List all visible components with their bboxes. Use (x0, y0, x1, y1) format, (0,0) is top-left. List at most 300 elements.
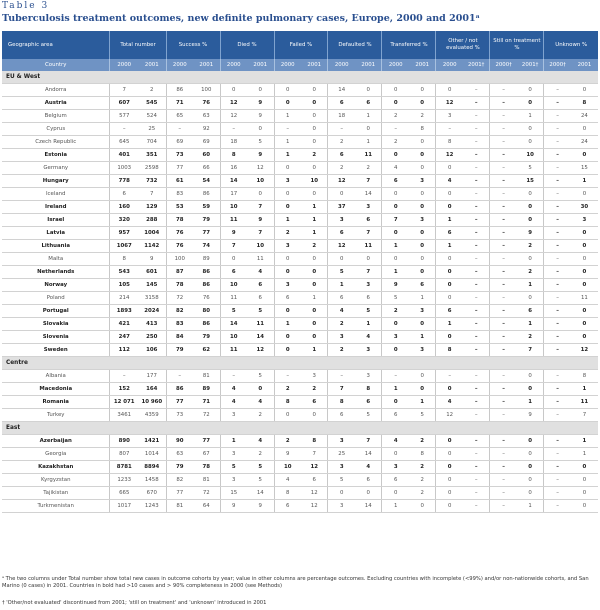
value-cell: – (463, 110, 490, 123)
value-cell: 12 (571, 344, 598, 357)
value-cell: 76 (193, 292, 220, 305)
value-cell: 1893 (110, 305, 138, 318)
value-cell: – (490, 331, 517, 344)
value-cell: 1 (517, 500, 544, 513)
table-row (2, 175, 598, 188)
value-cell: 4 (220, 396, 247, 409)
value-cell: 5 (409, 409, 436, 422)
value-cell: 0 (571, 266, 598, 279)
value-cell: 1 (301, 201, 328, 214)
value-cell: – (490, 279, 517, 292)
table-row (2, 396, 598, 409)
value-cell: 0 (220, 84, 247, 97)
table-row (2, 500, 598, 513)
value-cell: 1 (436, 318, 463, 331)
value-cell: 11 (247, 318, 274, 331)
value-cell: 0 (382, 188, 409, 201)
value-cell: 78 (193, 461, 220, 474)
value-cell: 77 (166, 487, 193, 500)
value-cell: – (436, 123, 463, 136)
value-cell: 82 (166, 474, 193, 487)
value-cell: – (490, 461, 517, 474)
value-cell: 60 (193, 149, 220, 162)
value-cell: 7 (247, 227, 274, 240)
table-row (2, 435, 598, 448)
value-cell: 4 (355, 331, 382, 344)
value-cell: 152 (110, 383, 138, 396)
value-cell: 14 (328, 84, 355, 97)
value-cell: 12 (220, 110, 247, 123)
value-cell: – (382, 370, 409, 383)
value-cell: 9 (247, 500, 274, 513)
value-cell: 6 (301, 474, 328, 487)
value-cell: 0 (382, 97, 409, 110)
value-cell: 79 (193, 331, 220, 344)
country-cell: Hungary (2, 175, 110, 188)
year-header: 2000† (544, 59, 571, 71)
value-cell: 6 (355, 97, 382, 110)
value-cell: 2 (301, 240, 328, 253)
value-cell: – (328, 370, 355, 383)
value-cell: 1 (436, 240, 463, 253)
value-cell: 665 (110, 487, 138, 500)
value-cell: 18 (328, 110, 355, 123)
value-cell: 81 (166, 500, 193, 513)
value-cell: 9 (220, 500, 247, 513)
value-cell: 72 (166, 292, 193, 305)
year-header: 2000 (328, 59, 355, 71)
country-header: Country (2, 59, 110, 71)
value-cell: 1 (274, 149, 301, 162)
value-cell: 3 (328, 461, 355, 474)
value-cell: – (490, 344, 517, 357)
value-cell: 4 (328, 305, 355, 318)
value-cell: 6 (355, 214, 382, 227)
value-cell: – (463, 344, 490, 357)
value-cell: 81 (193, 370, 220, 383)
value-cell: 2 (409, 110, 436, 123)
value-cell: 14 (220, 175, 247, 188)
value-cell: 0 (247, 123, 274, 136)
value-cell: 7 (301, 448, 328, 461)
year-header: 2001 (301, 59, 328, 71)
value-cell: 53 (166, 201, 193, 214)
value-cell: 3 (355, 201, 382, 214)
value-cell: 1 (517, 110, 544, 123)
table-row (2, 344, 598, 357)
value-cell: 84 (166, 331, 193, 344)
value-cell: 0 (517, 292, 544, 305)
value-cell: 7 (355, 175, 382, 188)
value-cell: 78 (166, 214, 193, 227)
value-cell: 83 (166, 318, 193, 331)
year-header: 2001 (247, 59, 274, 71)
value-cell: 4 (247, 435, 274, 448)
value-cell: 73 (166, 409, 193, 422)
value-cell: – (490, 188, 517, 201)
value-cell: 0 (382, 201, 409, 214)
value-cell: 2598 (138, 162, 166, 175)
geographic-area-header: Geographic area (2, 31, 110, 59)
value-cell: – (490, 487, 517, 500)
value-cell: 2 (517, 266, 544, 279)
value-cell: 3 (571, 214, 598, 227)
value-cell: 0 (436, 448, 463, 461)
value-cell: 0 (436, 383, 463, 396)
value-cell: – (490, 84, 517, 97)
table-label: Table 3 (2, 1, 50, 11)
value-cell: – (490, 448, 517, 461)
value-cell: 86 (166, 383, 193, 396)
value-cell: – (463, 162, 490, 175)
value-cell: 0 (382, 318, 409, 331)
value-cell: 0 (409, 240, 436, 253)
country-cell: Slovenia (2, 331, 110, 344)
value-cell: 77 (193, 227, 220, 240)
value-cell: 247 (110, 331, 138, 344)
value-cell: – (463, 266, 490, 279)
value-cell: 0 (274, 201, 301, 214)
value-cell: 1 (301, 214, 328, 227)
value-cell: 65 (166, 110, 193, 123)
value-cell: 250 (138, 331, 166, 344)
value-cell: 0 (382, 396, 409, 409)
value-cell: 12 (220, 97, 247, 110)
table-row (2, 240, 598, 253)
value-cell: – (490, 214, 517, 227)
value-cell: 5 (517, 162, 544, 175)
value-cell: 1 (355, 110, 382, 123)
value-cell: 1 (328, 279, 355, 292)
country-cell: Lithuania (2, 240, 110, 253)
value-cell: 4 (436, 175, 463, 188)
value-cell: 3 (301, 370, 328, 383)
value-cell: 0 (301, 110, 328, 123)
value-cell: 543 (110, 266, 138, 279)
value-cell: 3 (328, 435, 355, 448)
value-cell: 778 (110, 175, 138, 188)
value-cell: 79 (193, 214, 220, 227)
value-cell: – (544, 188, 571, 201)
value-cell: – (463, 175, 490, 188)
value-cell: 0 (436, 331, 463, 344)
value-cell: 0 (274, 305, 301, 318)
value-cell: 10 (301, 175, 328, 188)
country-cell: Israel (2, 214, 110, 227)
value-cell: 62 (193, 344, 220, 357)
value-cell: – (544, 214, 571, 227)
value-cell: 214 (110, 292, 138, 305)
value-cell: – (463, 318, 490, 331)
value-cell: 69 (193, 136, 220, 149)
value-cell: 24 (571, 136, 598, 149)
value-cell: 10 (220, 201, 247, 214)
country-cell: Azerbaijan (2, 435, 110, 448)
value-cell: – (166, 123, 193, 136)
value-cell: 4 (355, 461, 382, 474)
value-cell: 6 (355, 474, 382, 487)
value-cell: 78 (166, 279, 193, 292)
value-cell: – (274, 123, 301, 136)
value-cell: – (463, 240, 490, 253)
value-cell: 10 (247, 240, 274, 253)
value-cell: 5 (328, 474, 355, 487)
value-cell: 0 (328, 253, 355, 266)
value-cell: – (463, 292, 490, 305)
value-cell: 1142 (138, 240, 166, 253)
year-header: 2001† (517, 59, 544, 71)
value-cell: 8 (409, 448, 436, 461)
country-cell: Macedonia (2, 383, 110, 396)
value-cell: – (544, 84, 571, 97)
country-cell: Turkmenistan (2, 500, 110, 513)
country-cell: Turkey (2, 409, 110, 422)
value-cell: 6 (328, 227, 355, 240)
value-cell: 8 (571, 97, 598, 110)
table-row (2, 253, 598, 266)
value-cell: 421 (110, 318, 138, 331)
value-cell: 4 (247, 396, 274, 409)
value-cell: 0 (382, 149, 409, 162)
value-cell: 9 (247, 97, 274, 110)
value-cell: 0 (409, 188, 436, 201)
value-cell: 4359 (138, 409, 166, 422)
value-cell: 4 (382, 162, 409, 175)
value-cell: 18 (220, 136, 247, 149)
value-cell: 1004 (138, 227, 166, 240)
value-cell: 7 (571, 409, 598, 422)
section-row (2, 71, 598, 84)
value-cell: 14 (247, 331, 274, 344)
value-cell: – (544, 279, 571, 292)
value-cell: 0 (274, 253, 301, 266)
country-cell: Albania (2, 370, 110, 383)
value-cell: 401 (110, 149, 138, 162)
value-cell: 0 (571, 331, 598, 344)
value-cell: 1 (517, 318, 544, 331)
value-cell: 0 (274, 188, 301, 201)
value-cell: – (490, 253, 517, 266)
table-row (2, 188, 598, 201)
value-cell: 0 (274, 97, 301, 110)
value-cell: 86 (193, 279, 220, 292)
value-cell: 0 (301, 279, 328, 292)
value-cell: 6 (382, 175, 409, 188)
value-cell: 4 (382, 435, 409, 448)
value-cell: – (490, 500, 517, 513)
value-cell: 145 (138, 279, 166, 292)
value-cell: 54 (193, 175, 220, 188)
value-cell: 6 (247, 292, 274, 305)
value-cell: 2 (274, 383, 301, 396)
table-row (2, 227, 598, 240)
table-row (2, 214, 598, 227)
value-cell: 320 (110, 214, 138, 227)
value-cell: – (544, 240, 571, 253)
value-cell: 0 (571, 279, 598, 292)
value-cell: – (544, 487, 571, 500)
value-cell: 2 (328, 136, 355, 149)
value-cell: 957 (110, 227, 138, 240)
country-cell: Slovakia (2, 318, 110, 331)
value-cell: 3 (409, 214, 436, 227)
value-cell: 0 (247, 188, 274, 201)
value-cell: 6 (382, 409, 409, 422)
value-cell: 8 (409, 123, 436, 136)
value-cell: – (490, 149, 517, 162)
value-cell: – (220, 370, 247, 383)
value-cell: 2 (274, 435, 301, 448)
value-cell: – (544, 123, 571, 136)
value-cell: 0 (436, 201, 463, 214)
value-cell: 0 (409, 97, 436, 110)
table-title: Tuberculosis treatment outcomes, new definite pulmonary cases, Europe, 2000 and 2001ᵃ (2, 13, 480, 24)
value-cell: 645 (110, 136, 138, 149)
value-cell: 7 (355, 227, 382, 240)
table-row (2, 409, 598, 422)
value-cell: 6 (328, 97, 355, 110)
value-cell: 12 071 (110, 396, 138, 409)
country-cell: Austria (2, 97, 110, 110)
table-row (2, 318, 598, 331)
value-cell: 0 (517, 383, 544, 396)
value-cell: 0 (355, 123, 382, 136)
value-cell: 3 (274, 175, 301, 188)
value-cell: – (490, 110, 517, 123)
value-cell: 0 (355, 487, 382, 500)
value-cell: 77 (166, 396, 193, 409)
value-cell: 0 (517, 370, 544, 383)
group-header: Transferred % (382, 31, 436, 59)
value-cell: 351 (138, 149, 166, 162)
value-cell: 0 (571, 123, 598, 136)
value-cell: 2 (247, 409, 274, 422)
value-cell: 30 (571, 201, 598, 214)
value-cell: 1 (409, 396, 436, 409)
value-cell: 2 (328, 318, 355, 331)
value-cell: 3 (220, 448, 247, 461)
value-cell: – (490, 396, 517, 409)
value-cell: 1 (274, 318, 301, 331)
group-header: Still on treatment % (490, 31, 544, 59)
value-cell: 670 (138, 487, 166, 500)
year-header: 2000 (110, 59, 138, 71)
value-cell: 0 (436, 266, 463, 279)
value-cell: 0 (301, 318, 328, 331)
value-cell: 0 (409, 162, 436, 175)
value-cell: 66 (193, 162, 220, 175)
value-cell: 9 (247, 149, 274, 162)
value-cell: 5 (247, 370, 274, 383)
value-cell: – (490, 292, 517, 305)
value-cell: – (463, 305, 490, 318)
value-cell: 0 (571, 461, 598, 474)
value-cell: 9 (517, 409, 544, 422)
group-header: Total number (110, 31, 166, 59)
value-cell: 12 (247, 162, 274, 175)
country-cell: Germany (2, 162, 110, 175)
value-cell: 0 (409, 227, 436, 240)
value-cell: 0 (571, 500, 598, 513)
value-cell: 9 (274, 448, 301, 461)
value-cell: 0 (220, 253, 247, 266)
group-header: Success % (166, 31, 220, 59)
year-header: 2001† (463, 59, 490, 71)
value-cell: 0 (571, 84, 598, 97)
value-cell: – (463, 435, 490, 448)
value-cell: 0 (436, 84, 463, 97)
value-cell: 0 (274, 331, 301, 344)
value-cell: 524 (138, 110, 166, 123)
section-label: EU & West (2, 71, 598, 84)
value-cell: 5 (355, 409, 382, 422)
country-cell: Estonia (2, 149, 110, 162)
value-cell: 0 (517, 97, 544, 110)
value-cell: 2 (328, 162, 355, 175)
value-cell: 8 (274, 487, 301, 500)
value-cell: 3 (382, 461, 409, 474)
value-cell: 8 (110, 253, 138, 266)
value-cell: 0 (517, 435, 544, 448)
value-cell: – (490, 435, 517, 448)
value-cell: 112 (110, 344, 138, 357)
table-row (2, 331, 598, 344)
value-cell: – (490, 97, 517, 110)
value-cell: 1 (382, 266, 409, 279)
value-cell: – (544, 370, 571, 383)
value-cell: 1 (382, 240, 409, 253)
value-cell: 1 (436, 214, 463, 227)
value-cell: 2 (409, 487, 436, 500)
value-cell: – (490, 370, 517, 383)
value-cell: – (490, 383, 517, 396)
value-cell: 545 (138, 97, 166, 110)
value-cell: 3 (436, 110, 463, 123)
value-cell: – (490, 474, 517, 487)
value-cell: 732 (138, 175, 166, 188)
country-cell: Netherlands (2, 266, 110, 279)
value-cell: – (490, 240, 517, 253)
value-cell: 7 (138, 188, 166, 201)
value-cell: – (463, 487, 490, 500)
table-row (2, 84, 598, 97)
value-cell: 71 (166, 97, 193, 110)
value-cell: – (463, 123, 490, 136)
value-cell: 607 (110, 97, 138, 110)
value-cell: 0 (436, 500, 463, 513)
table-row (2, 474, 598, 487)
value-cell: 3 (355, 279, 382, 292)
country-cell: Kyrgyzstan (2, 474, 110, 487)
group-header: Died % (220, 31, 274, 59)
value-cell: 2 (247, 448, 274, 461)
value-cell: 3158 (138, 292, 166, 305)
value-cell: – (463, 461, 490, 474)
value-cell: 86 (193, 318, 220, 331)
value-cell: 69 (166, 136, 193, 149)
value-cell: 0 (571, 149, 598, 162)
header-row-groups (2, 31, 598, 59)
value-cell: 0 (382, 253, 409, 266)
value-cell: 105 (110, 279, 138, 292)
value-cell: 92 (193, 123, 220, 136)
country-cell: Cyprus (2, 123, 110, 136)
value-cell: – (490, 136, 517, 149)
value-cell: – (220, 123, 247, 136)
value-cell: 6 (328, 409, 355, 422)
table-body (2, 71, 598, 513)
value-cell: 1233 (110, 474, 138, 487)
